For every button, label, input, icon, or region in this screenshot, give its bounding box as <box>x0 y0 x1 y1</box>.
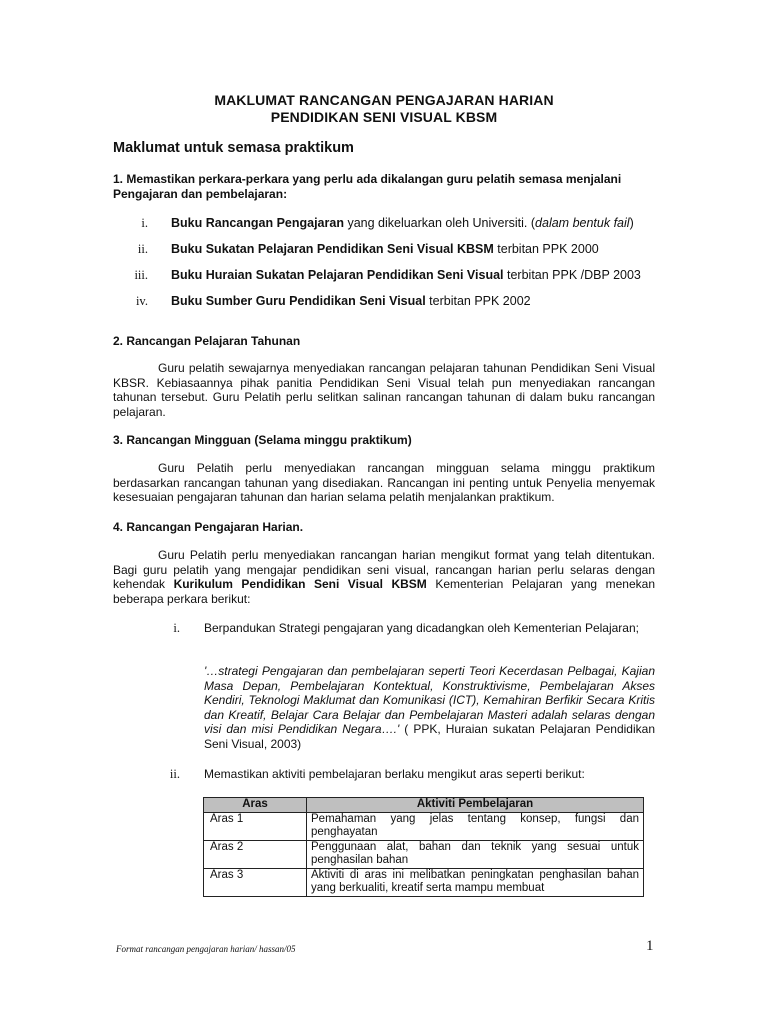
section4-body-end: Kementerian Pelajaran yang menekan beberapa perkara berikut: <box>113 577 655 606</box>
sub-item-number: ii. <box>169 767 180 781</box>
page-number: 1 <box>646 938 654 954</box>
activity-cell: Pemahaman yang jelas tentang konsep, fungsi dan penghayatan <box>307 812 644 840</box>
page-footer: Format rancangan pengajaran harian/ hassan/05 <box>116 944 296 954</box>
book-item-number: i. <box>141 216 148 230</box>
section3-body: Guru Pelatih perlu menyediakan rancangan mingguan selama minggu praktikum berdasarkan rancangan tahunan yang disediakan. Rancangan ini penting untuk Penyelia menyemak kesesuaian pengajaran tahunan dan harian selama pelatih menjalankan praktikum. <box>113 461 655 504</box>
book-title: Buku Rancangan Pengajaran <box>171 216 344 230</box>
book-item <box>171 268 641 282</box>
book-title: Buku Huraian Sukatan Pelajaran Pendidikan Seni Visual <box>171 268 504 282</box>
quote-text: '…strategi Pengajaran dan pembelajaran seperti Teori Kecerdasan Pelbagai, Kajian Masa Depan, Pembelajaran Kontektual, Konstruktivisme, Pembelajaran Akses Kendiri, Teknologi Maklumat dan Komunikasi (ICT), Kemahiran Berfikir Secara Kritis dan Kreatif, Belajar Cara Belajar dan Pembelajaran Masteri adalah selaras dengan visi dan misi Pendidikan Negara….' <box>204 664 655 736</box>
activity-cell: Aktiviti di aras ini melibatkan peningkatan penghasilan bahan yang berkualiti, kreatif serta mampu membuat <box>307 868 644 896</box>
section4-body-start: Guru Pelatih perlu menyediakan rancangan harian mengikut format yang telah ditentukan. Bagi guru pelatih yang mengajar pendidikan seni visual, rancangan harian perlu selaras dengan kehendak <box>113 548 655 591</box>
book-note-close: ) <box>629 216 634 230</box>
book-title: Buku Sumber Guru Pendidikan Seni Visual <box>171 294 426 308</box>
sub-item-text: Berpandukan Strategi pengajaran yang dicadangkan oleh Kementerian Pelajaran; <box>204 621 639 635</box>
quote-source: ( PPK, Huraian sukatan Pelajaran Pendidikan Seni Visual, 2003) <box>204 722 655 751</box>
level-cell: Aras 1 <box>204 812 307 840</box>
sub-item-text: Memastikan aktiviti pembelajaran berlaku mengikut aras seperti berikut: <box>204 767 585 781</box>
aras-table <box>203 797 644 897</box>
table-header-row <box>204 798 644 813</box>
table-row <box>204 868 644 896</box>
book-item <box>171 242 599 256</box>
level-cell: Aras 3 <box>204 868 307 896</box>
subheading: Maklumat untuk semasa praktikum <box>113 140 354 156</box>
section2-heading: 2. Rancangan Pelajaran Tahunan <box>113 334 301 348</box>
section4-heading: 4. Rancangan Pengajaran Harian. <box>113 520 304 534</box>
document-title-line1: MAKLUMAT RANCANGAN PENGAJARAN HARIAN <box>214 92 554 108</box>
book-detail: terbitan PPK /DBP 2003 <box>503 268 641 282</box>
book-title: Buku Sukatan Pelajaran Pendidikan Seni Visual KBSM <box>171 242 494 256</box>
strategy-quote <box>204 664 655 751</box>
activity-cell: Penggunaan alat, bahan dan teknik yang sesuai untuk penghasilan bahan <box>307 840 644 868</box>
curriculum-name: Kurikulum Pendidikan Seni Visual KBSM <box>173 577 427 591</box>
section1-heading: 1. Memastikan perkara-perkara yang perlu ada dikalangan guru pelatih semasa menjalani Pengajaran dan pembelajaran: <box>113 172 622 201</box>
table-row <box>204 812 644 840</box>
book-detail: terbitan PPK 2000 <box>493 242 599 256</box>
book-item-number: iv. <box>135 294 148 308</box>
book-item-number: iii. <box>134 268 148 282</box>
book-item <box>171 216 634 230</box>
book-detail: yang dikeluarkan oleh Universiti. ( <box>343 216 536 230</box>
book-item <box>171 294 531 308</box>
level-cell: Aras 2 <box>204 840 307 868</box>
document-title-line2: PENDIDIKAN SENI VISUAL KBSM <box>270 109 498 125</box>
section4-body <box>113 548 655 606</box>
section2-body: Guru pelatih sewajarnya menyediakan rancangan pelajaran tahunan Pendidikan Seni Visual KBSR. Kebiasaannya pihak panitia Pendidikan Seni Visual telah pun menyediakan rancangan tahunan tersebut. Guru Pelatih perlu selitkan salinan rancangan tahunan di dalam buku rancangan pelajaran. <box>113 361 655 419</box>
book-note: dalam bentuk fail <box>535 216 630 230</box>
sub-item-number: i. <box>173 621 180 635</box>
book-item-number: ii. <box>137 242 148 256</box>
book-detail: terbitan PPK 2002 <box>425 294 531 308</box>
page-cutoff-mask <box>203 902 649 914</box>
section3-heading: 3. Rancangan Mingguan (Selama minggu praktikum) <box>113 433 412 447</box>
column-header-aktiviti: Aktiviti Pembelajaran <box>307 798 644 813</box>
column-header-aras: Aras <box>204 798 307 813</box>
table-row <box>204 840 644 868</box>
